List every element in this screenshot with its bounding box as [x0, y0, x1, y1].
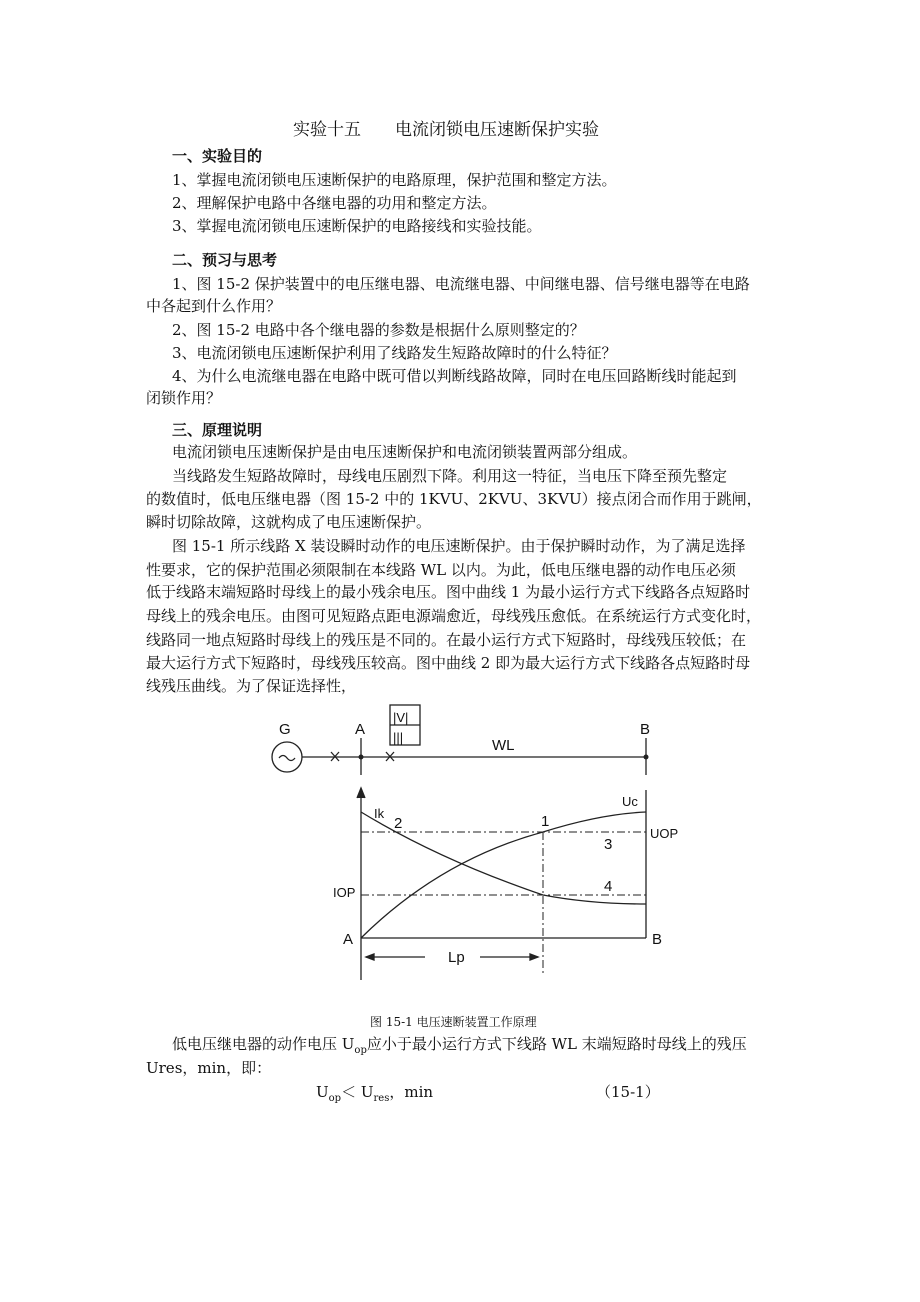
label-Lp: Lp — [448, 949, 465, 966]
label-Uop: UOP — [650, 826, 679, 841]
label-A-axis: A — [343, 931, 354, 948]
equation-number: （15-1） — [596, 1083, 660, 1101]
section-heading: 三、原理说明 — [172, 421, 263, 439]
text-run: ，min — [389, 1083, 434, 1101]
label-Uc: Uc — [622, 794, 638, 809]
paragraph-line: 线残压曲线。为了保证选择性， — [146, 677, 357, 695]
label-3: 3 — [604, 836, 613, 853]
section-heading: 一、实验目的 — [172, 147, 263, 165]
paragraph-line: 中各起到什么作用？ — [146, 297, 282, 315]
paragraph-line: 最大运行方式下短路时，母线残压较高。图中曲线 2 即为最大运行方式下线路各点短路时母 — [146, 654, 751, 672]
curve-1-voltage — [361, 812, 646, 938]
label-Iop: IOP — [333, 885, 356, 900]
paragraph-line: 性要求，它的保护范围必须限制在本线路 WL 以内。为此，低电压继电器的动作电压必须 — [146, 561, 736, 579]
label-2: 2 — [394, 815, 403, 832]
paragraph-line: 3、电流闭锁电压速断保护利用了线路发生短路故障时的什么特征？ — [172, 344, 617, 362]
relay-label-bottom: ||| — [393, 730, 404, 745]
label-1: 1 — [541, 813, 550, 830]
paragraph-line: 1、图 15-2 保护装置中的电压继电器、电流继电器、中间继电器、信号继电器等在电路 — [172, 275, 750, 293]
page-title: 实验十五 电流闭锁电压速断保护实验 — [293, 120, 599, 140]
figure-caption: 图 15-1 电压速断装置工作原理 — [370, 1015, 537, 1029]
paragraph-line: 1、掌握电流闭锁电压速断保护的电路原理，保护范围和整定方法。 — [172, 171, 617, 189]
text-run: 低电压继电器的动作电压 U — [172, 1035, 355, 1053]
paragraph-line: 低于线路末端短路时母线上的最小残余电压。图中曲线 1 为最小运行方式下线路各点短路时 — [146, 583, 751, 601]
paragraph-line: 3、掌握电流闭锁电压速断保护的电路接线和实验技能。 — [172, 217, 542, 235]
subscript: op — [354, 1045, 367, 1056]
paragraph-line: 电流闭锁电压速断保护是由电压速断保护和电流闭锁装置两部分组成。 — [172, 443, 638, 461]
label-Ik: Ik — [374, 806, 385, 821]
label-A: A — [355, 721, 366, 738]
subscript: op — [328, 1093, 342, 1104]
equation — [316, 1082, 433, 1109]
label-B: B — [640, 721, 651, 738]
paragraph-line: 当线路发生短路故障时，母线电压剧烈下降。利用这一特征，当电压下降至预先整定 — [172, 467, 728, 485]
section-heading: 二、预习与思考 — [172, 251, 278, 269]
paragraph-line: 2、理解保护电路中各继电器的功用和整定方法。 — [172, 194, 497, 212]
paragraph-line: 线路同一地点短路时母线上的残压是不同的。在最小运行方式下短路时，母线残压较低；在 — [146, 631, 747, 649]
label-WL: WL — [492, 737, 515, 754]
paragraph-line — [172, 1034, 747, 1061]
label-G: G — [279, 721, 291, 738]
paragraph-line: 闭锁作用？ — [146, 389, 222, 407]
paragraph-line: 瞬时切除故障，这就构成了电压速断保护。 — [146, 513, 432, 531]
paragraph-line: 母线上的残余电压。由图可见短路点距电源端愈近，母线残压愈低。在系统运行方式变化时， — [146, 607, 762, 625]
paragraph-line: 的数值时，低电压继电器（图 15-2 中的 1KVU、2KVU、3KVU）接点闭合而作用于跳闸， — [146, 490, 762, 508]
paragraph-line: Ures，min，即： — [146, 1059, 272, 1077]
text-run: U — [316, 1083, 329, 1101]
text-run: 应小于最小运行方式下线路 WL 末端短路时母线上的残压 — [366, 1035, 747, 1053]
relay-label-top: |V| — [393, 710, 409, 725]
paragraph-line: 图 15-1 所示线路 X 装设瞬时动作的电压速断保护。由于保护瞬时动作，为了满足选择 — [172, 537, 746, 555]
label-4: 4 — [604, 878, 613, 895]
text-run: ＜ U — [341, 1083, 374, 1101]
paragraph-line: 2、图 15-2 电路中各个继电器的参数是根据什么原则整定的？ — [172, 321, 585, 339]
label-B-axis: B — [652, 931, 663, 948]
paragraph-line: 4、为什么电流继电器在电路中既可借以判断线路故障，同时在电压回路断线时能起到 — [172, 367, 737, 385]
subscript: res — [373, 1093, 390, 1104]
